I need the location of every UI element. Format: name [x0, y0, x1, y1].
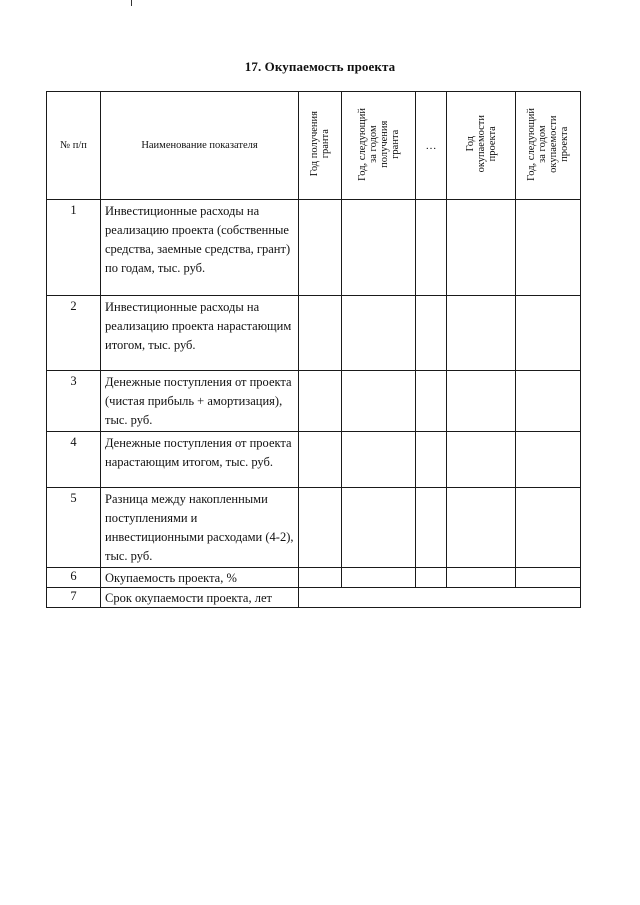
row-number: 7	[47, 588, 101, 608]
value-cell[interactable]	[516, 488, 581, 568]
table-row	[47, 588, 581, 608]
value-cell[interactable]	[342, 568, 416, 588]
value-cell[interactable]	[299, 371, 342, 432]
header-year-after-payback-label: Год, следующий за годом окупаемости проекта	[526, 107, 570, 181]
table-row	[47, 200, 581, 296]
value-cell[interactable]	[447, 371, 516, 432]
header-grant-year	[299, 92, 342, 200]
value-cell[interactable]	[416, 371, 447, 432]
value-cell[interactable]	[342, 371, 416, 432]
row-number: 4	[47, 432, 101, 488]
header-payback-year-label: Год окупаемости проекта	[464, 115, 498, 173]
table-row	[47, 568, 581, 588]
header-indicator-name: Наименование показателя	[101, 92, 299, 200]
page-title: 17. Окупаемость проекта	[244, 59, 396, 74]
value-cell[interactable]	[299, 568, 342, 588]
value-cell[interactable]	[516, 296, 581, 371]
value-cell[interactable]	[416, 296, 447, 371]
value-cell[interactable]	[342, 296, 416, 371]
table-row	[47, 371, 581, 432]
value-cell[interactable]	[342, 432, 416, 488]
value-cell[interactable]	[516, 371, 581, 432]
row-number: 5	[47, 488, 101, 568]
value-cell[interactable]	[342, 200, 416, 296]
table-row	[47, 432, 581, 488]
header-num: № п/п	[47, 92, 101, 200]
value-cell[interactable]	[416, 488, 447, 568]
table-header-row	[47, 92, 581, 200]
value-cell[interactable]	[516, 200, 581, 296]
payback-period-value-cell[interactable]	[299, 588, 581, 608]
row-indicator: Срок окупаемости проекта, лет	[101, 588, 299, 608]
header-year-after-grant-label: Год, следующий за годом получения гранта	[356, 107, 401, 181]
value-cell[interactable]	[299, 200, 342, 296]
table-row	[47, 488, 581, 568]
row-indicator: Инвестиционные расходы на реализацию проекта (собственные средства, заемные средства, грант) по годам, тыс. руб.	[101, 200, 299, 296]
value-cell[interactable]	[416, 568, 447, 588]
row-indicator: Денежные поступления от проекта нарастающим итогом, тыс. руб.	[101, 432, 299, 488]
value-cell[interactable]	[447, 568, 516, 588]
row-number: 1	[47, 200, 101, 296]
value-cell[interactable]	[516, 568, 581, 588]
value-cell[interactable]	[342, 488, 416, 568]
row-number: 6	[47, 568, 101, 588]
row-number: 3	[47, 371, 101, 432]
row-indicator: Инвестиционные расходы на реализацию проекта нарастающим итогом, тыс. руб.	[101, 296, 299, 371]
row-indicator: Разница между накопленными поступлениями и инвестиционными расходами (4-2), тыс. руб.	[101, 488, 299, 568]
header-year-after-payback	[516, 92, 581, 200]
value-cell[interactable]	[447, 296, 516, 371]
value-cell[interactable]	[299, 432, 342, 488]
value-cell[interactable]	[447, 200, 516, 296]
row-indicator: Денежные поступления от проекта (чистая прибыль + амортизация), тыс. руб.	[101, 371, 299, 432]
table-row	[47, 296, 581, 371]
row-number: 2	[47, 296, 101, 371]
header-grant-year-label: Год получения гранта	[309, 111, 331, 177]
value-cell[interactable]	[299, 296, 342, 371]
value-cell[interactable]	[516, 432, 581, 488]
value-cell[interactable]	[299, 488, 342, 568]
value-cell[interactable]	[447, 488, 516, 568]
header-ellipsis: …	[416, 92, 447, 200]
page-edge-mark	[131, 0, 132, 6]
header-payback-year	[447, 92, 516, 200]
value-cell[interactable]	[416, 432, 447, 488]
header-year-after-grant	[342, 92, 416, 200]
row-indicator: Окупаемость проекта, %	[101, 568, 299, 588]
value-cell[interactable]	[447, 432, 516, 488]
payback-table	[46, 91, 581, 608]
value-cell[interactable]	[416, 200, 447, 296]
